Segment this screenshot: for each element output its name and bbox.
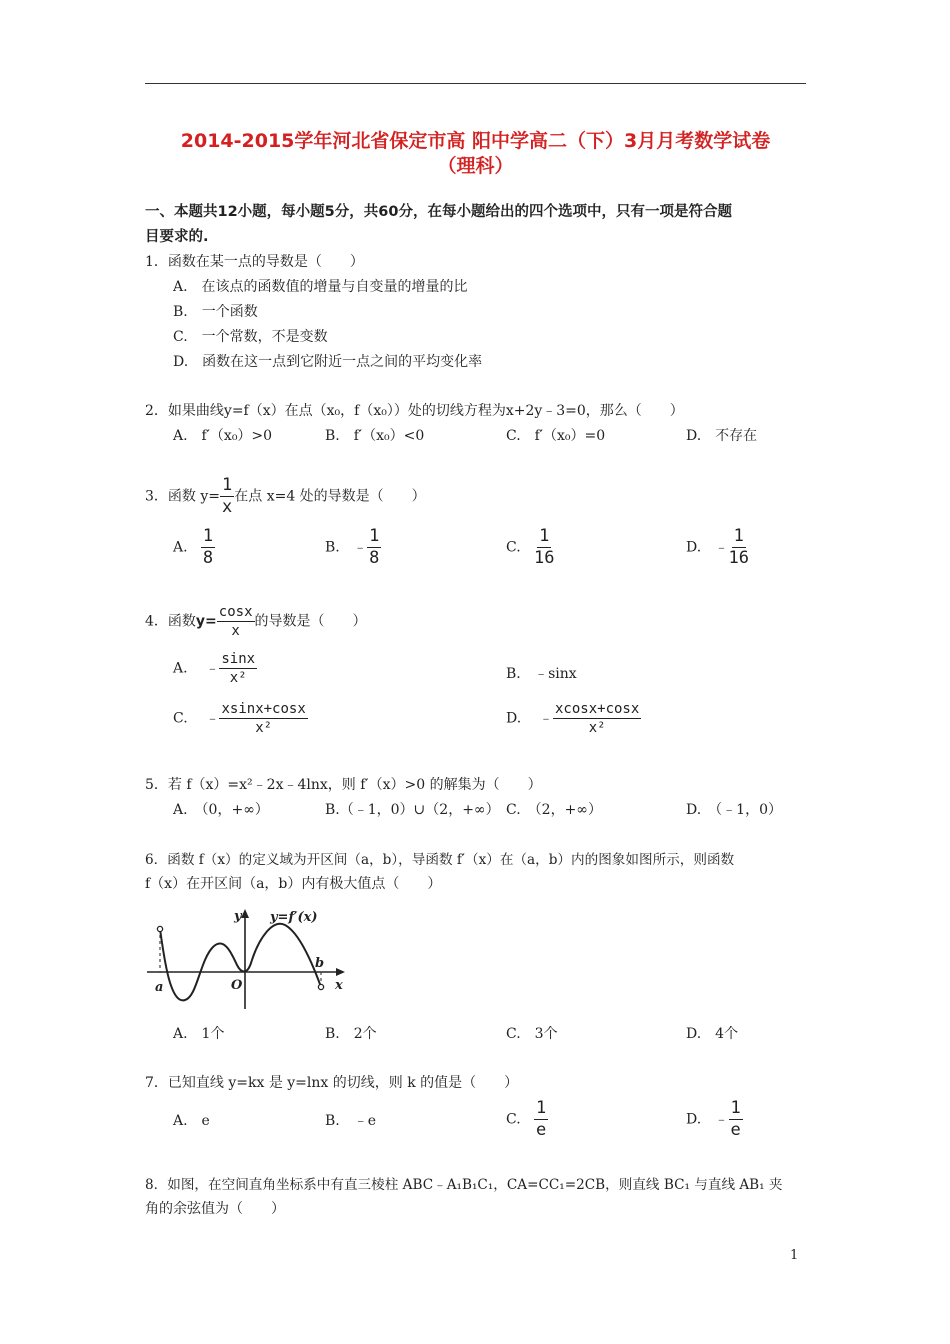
fraction-denominator: 8	[202, 548, 214, 568]
option-label: A.	[173, 539, 188, 556]
fraction-denominator: 16	[534, 548, 555, 568]
option-label: A.	[173, 660, 188, 677]
q2-stem: 2．如果曲线y=f（x）在点（x₀，f（x₀））处的切线方程为x+2y﹣3=0，那么（ ）	[145, 403, 684, 419]
q1-stem: 1．函数在某一点的导数是（ ）	[145, 254, 364, 270]
q3-option-c	[506, 528, 555, 567]
point-a-label: a	[155, 980, 164, 995]
option-fraction	[729, 1100, 743, 1139]
x-axis-arrow	[336, 968, 345, 976]
option-sign: ﹣	[205, 660, 220, 677]
option-fraction	[534, 528, 554, 567]
fraction-denominator: e	[536, 1120, 547, 1140]
option-sign: ﹣	[539, 710, 553, 727]
q3-stem-suffix: 在点 x=4 处的导数是（ ）	[234, 488, 426, 505]
section-instruction-1: 一、本题共12小题，每小题5分，共60分，在每小题给出的四个选项中，只有一项是符合题	[145, 204, 732, 220]
q7-option-c	[506, 1100, 548, 1139]
q5-option-c: C. （2，+∞）	[506, 802, 602, 818]
fraction-denominator: 8	[369, 548, 380, 568]
q3-stem-fraction	[220, 477, 234, 516]
y-axis-arrow	[241, 909, 249, 918]
q2-option-b: B. f′（x₀）<0	[325, 428, 425, 444]
option-fraction	[219, 652, 257, 685]
fraction-denominator: x²	[588, 720, 606, 736]
fraction-denominator: x	[222, 497, 233, 517]
q7-option-a: A. e	[173, 1113, 210, 1129]
q1-option-d: D. 函数在这一点到它附近一点之间的平均变化率	[173, 354, 483, 370]
fraction-numerator: 1	[369, 526, 380, 546]
top-rule	[145, 83, 806, 84]
q2-option-d: D. 不存在	[686, 428, 758, 444]
q4-stem	[145, 605, 367, 638]
q4-option-a	[173, 652, 257, 685]
q4-stem-y: y=	[195, 613, 217, 630]
y-axis-label: y	[234, 909, 242, 924]
q8-stem-line-1: 8．如图，在空间直角坐标系中有直三棱柱 ABC﹣A₁B₁C₁，CA=CC₁=2CB，则直线 BC₁ 与直线 AB₁ 夹	[145, 1177, 783, 1193]
q6-option-b: B. 2个	[325, 1026, 377, 1042]
exam-subtitle: （理科）	[437, 155, 514, 177]
option-fraction	[553, 702, 641, 735]
q4-stem-prefix: 4．函数	[145, 613, 196, 630]
q5-stem: 5．若 f（x）=x²﹣2x﹣4lnx，则 f′（x）>0 的解集为（ ）	[145, 777, 542, 793]
fraction-numerator: xsinx+cosx	[221, 701, 306, 717]
option-label: C.	[173, 710, 188, 727]
q6-stem-line-1: 6．函数 f（x）的定义域为开区间（a，b），导函数 f′（x）在（a，b）内的图象如图所示，则函数	[145, 852, 735, 868]
q4-stem-suffix: 的导数是（ ）	[254, 613, 367, 630]
q3-option-a	[173, 528, 215, 567]
option-label: B.	[325, 539, 340, 556]
option-sign: ﹣	[353, 539, 368, 556]
option-label: D.	[686, 1111, 702, 1128]
fraction-denominator: e	[730, 1120, 741, 1140]
q4-option-d	[506, 702, 641, 735]
option-fraction	[219, 702, 307, 735]
q7-option-d	[686, 1100, 743, 1139]
curve-label: y=f′(x)	[270, 910, 318, 925]
q5-option-d: D. （﹣1，0）	[686, 802, 782, 818]
option-sign: ﹣	[714, 539, 729, 556]
option-label: D.	[506, 710, 522, 727]
point-b-label: b	[315, 956, 325, 971]
fraction-numerator: 1	[539, 526, 550, 546]
option-label: B.	[506, 666, 521, 682]
endpoint-a-open-circle	[157, 926, 162, 931]
q4-option-b	[506, 663, 577, 683]
q3-option-b	[325, 528, 381, 567]
q2-option-a: A. f′（x₀）>0	[173, 428, 273, 444]
fraction-numerator: 1	[730, 1098, 741, 1118]
q6-option-c: C. 3个	[506, 1026, 558, 1042]
q2-option-c: C. f′（x₀）=0	[506, 428, 606, 444]
q6-option-d: D. 4个	[686, 1026, 739, 1042]
fraction-numerator: sinx	[221, 651, 256, 667]
fraction-denominator: x²	[255, 720, 273, 736]
page-number: 1	[790, 1248, 799, 1263]
origin-label: O	[231, 978, 243, 993]
fraction-numerator: 1	[733, 526, 744, 546]
fraction-numerator: 1	[202, 526, 214, 546]
option-sign: ﹣	[714, 1111, 729, 1128]
q6-stem-line-2: f（x）在开区间（a，b）内有极大值点（ ）	[145, 876, 442, 892]
fraction-denominator: x	[231, 623, 240, 639]
x-axis-label: x	[335, 978, 343, 993]
option-sign: ﹣	[205, 710, 220, 727]
q5-option-b: B.（﹣1，0）∪（2，+∞）	[325, 802, 500, 818]
fraction-numerator: xcosx+cosx	[555, 701, 640, 717]
option-text: ﹣sinx	[534, 666, 577, 682]
q4-stem-fraction	[217, 605, 255, 638]
q3-stem-prefix: 3．函数 y=	[145, 488, 220, 505]
option-fraction	[201, 528, 215, 567]
q8-stem-line-2: 角的余弦值为（ ）	[145, 1201, 285, 1217]
section-instruction-2: 目要求的.	[145, 229, 209, 245]
q1-option-a: A. 在该点的函数值的增量与自变量的增量的比	[173, 279, 468, 295]
option-fraction	[367, 528, 381, 567]
fraction-denominator: 16	[728, 548, 750, 568]
q7-stem: 7．已知直线 y=kx 是 y=lnx 的切线，则 k 的值是（ ）	[145, 1075, 519, 1091]
q1-option-c: C. 一个常数，不是变数	[173, 329, 328, 345]
option-fraction	[729, 528, 749, 567]
option-label: D.	[686, 539, 702, 556]
q6-option-a: A. 1个	[173, 1026, 225, 1042]
fraction-numerator: 1	[536, 1098, 547, 1118]
fraction-numerator: 1	[222, 475, 233, 495]
exam-title: 2014-2015学年河北省保定市高 阳中学高二（下）3月月考数学试卷	[180, 130, 771, 152]
option-label: C.	[506, 539, 521, 556]
option-label: C.	[506, 1111, 521, 1128]
derivative-graph-figure	[145, 905, 350, 1010]
q1-option-b: B. 一个函数	[173, 304, 258, 320]
q3-stem	[145, 477, 426, 516]
q4-option-c	[173, 702, 308, 735]
q5-option-a: A. （0，+∞）	[173, 802, 269, 818]
fraction-denominator: x²	[229, 670, 247, 686]
q7-option-b: B. ﹣e	[325, 1113, 377, 1129]
q3-option-d	[686, 528, 749, 567]
endpoint-b-open-circle	[318, 984, 323, 989]
fraction-numerator: cosx	[218, 604, 253, 620]
option-fraction	[534, 1100, 548, 1139]
